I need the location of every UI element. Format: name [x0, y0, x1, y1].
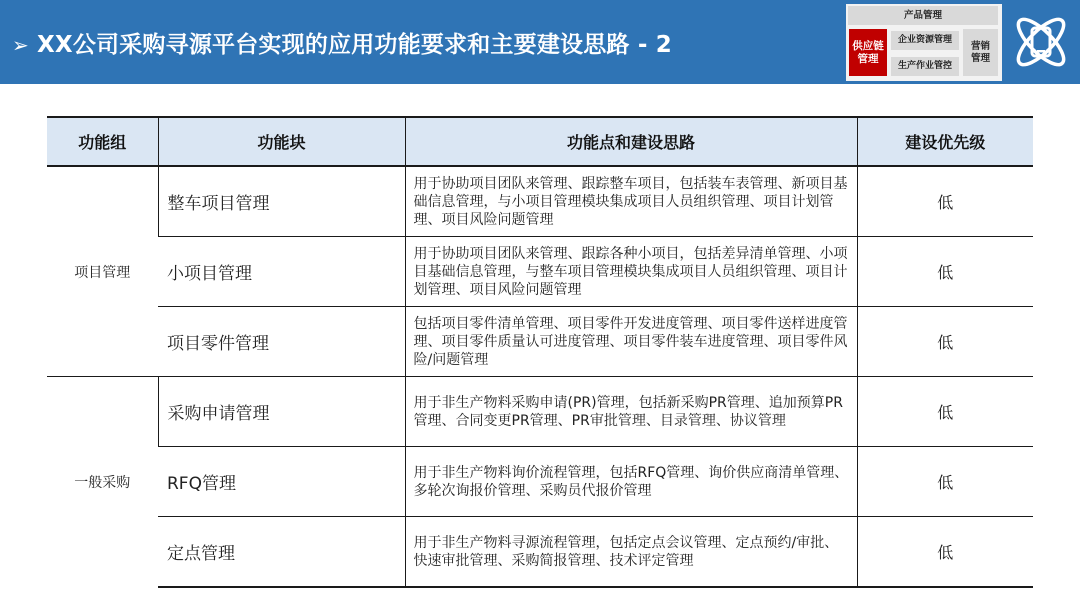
col-header-block: 功能块 — [158, 117, 405, 166]
table-row — [47, 237, 1033, 307]
priority-cell: 低 — [857, 517, 1033, 588]
page-title-text: XX公司采购寻源平台实现的应用功能要求和主要建设思路 - 2 — [36, 32, 672, 58]
table-row — [47, 447, 1033, 517]
requirements-table — [47, 116, 1033, 588]
block-cell: 项目零件管理 — [158, 307, 405, 377]
block-cell: 小项目管理 — [158, 237, 405, 307]
arrow-icon: ➢ — [12, 33, 29, 57]
diagram-erp: 企业资源管理 — [891, 31, 959, 50]
desc-cell: 用于非生产物料寻源流程管理，包括定点会议管理、定点预约/审批、快速审批管理、采购简报管理、技术评定管理 — [405, 517, 857, 588]
block-cell: 整车项目管理 — [158, 166, 405, 237]
group-cell: 一般采购 — [47, 377, 158, 588]
block-cell: 采购申请管理 — [158, 377, 405, 447]
group-cell: 项目管理 — [47, 166, 158, 377]
desc-cell: 包括项目零件清单管理、项目零件开发进度管理、项目零件送样进度管理、项目零件质量认可进度管理、项目零件装车进度管理、项目零件风险/问题管理 — [405, 307, 857, 377]
table-row — [47, 517, 1033, 588]
atom-phone-icon — [1008, 6, 1074, 78]
desc-cell: 用于非生产物料询价流程管理，包括RFQ管理、询价供应商清单管理、多轮次询报价管理、采购员代报价管理 — [405, 447, 857, 517]
diagram-mes: 生产作业管控 — [891, 57, 959, 76]
diagram-marketing — [963, 29, 998, 76]
block-cell: RFQ管理 — [158, 447, 405, 517]
system-diagram — [846, 4, 1002, 81]
table-row — [47, 307, 1033, 377]
col-header-desc: 功能点和建设思路 — [405, 117, 857, 166]
priority-cell: 低 — [857, 307, 1033, 377]
title-bar — [0, 0, 1080, 84]
diagram-supply-chain-label: 供应链管理 — [852, 39, 884, 65]
desc-cell: 用于协助项目团队来管理、跟踪各种小项目，包括差异清单管理、小项目基础信息管理，与整车项目管理模块集成项目人员组织管理、项目计划管理、项目风险问题管理 — [405, 237, 857, 307]
diagram-product-mgmt: 产品管理 — [848, 6, 998, 25]
priority-cell: 低 — [857, 237, 1033, 307]
diagram-marketing-label: 营销管理 — [970, 40, 990, 64]
page-title — [12, 26, 672, 59]
col-header-group: 功能组 — [47, 117, 158, 166]
block-cell: 定点管理 — [158, 517, 405, 588]
table-row — [47, 377, 1033, 447]
diagram-supply-chain — [849, 29, 887, 76]
desc-cell: 用于协助项目团队来管理、跟踪整车项目，包括装车表管理、新项目基础信息管理，与小项目管理模块集成项目人员组织管理、项目计划管理、项目风险问题管理 — [405, 166, 857, 237]
priority-cell: 低 — [857, 377, 1033, 447]
priority-cell: 低 — [857, 166, 1033, 237]
table-row — [47, 166, 1033, 237]
desc-cell: 用于非生产物料采购申请(PR)管理，包括新采购PR管理、追加预算PR管理、合同变更PR管理、PR审批管理、目录管理、协议管理 — [405, 377, 857, 447]
table-header-row — [47, 117, 1033, 166]
priority-cell: 低 — [857, 447, 1033, 517]
col-header-priority: 建设优先级 — [857, 117, 1033, 166]
